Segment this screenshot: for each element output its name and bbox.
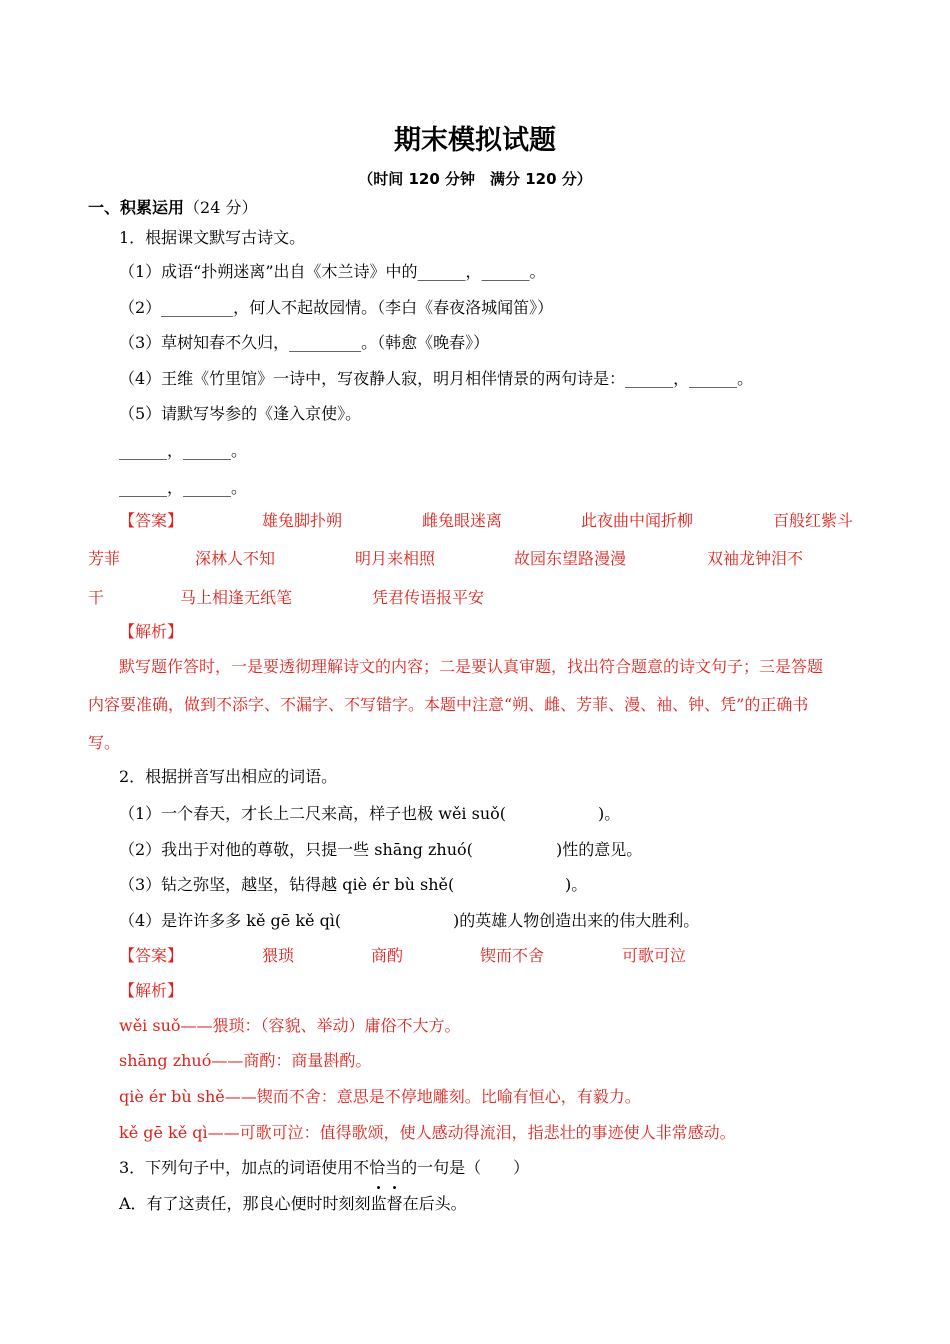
analysis-label: 【解析】 xyxy=(119,981,184,1000)
answer-blank-line-1: ______，______。 xyxy=(119,441,248,460)
analysis-line: kě gē kě qì——可歌可泣：值得歌颂，使人感动得流泪，指悲壮的事迹使人非常感动。 xyxy=(119,1123,736,1142)
question-2-item-4-close: )的英雄人物创造出来的伟大胜利。 xyxy=(453,911,700,930)
analysis-line: 默写题作答时，一是要透彻理解诗文的内容；二是要认真审题，找出符合题意的诗文句子；三是答题 xyxy=(119,657,824,676)
answer-item: 雄兔脚扑朔 xyxy=(262,511,343,530)
question-1-stem: 1．根据课文默写古诗文。 xyxy=(119,228,306,247)
question-3-stem: 3．下列句子中，加点的词语使用不恰当的一句是（ ） xyxy=(119,1158,530,1177)
answer-item: 猥琐 xyxy=(262,946,295,965)
question-2-item-3-text: （3）钻之弥坚，越坚，钻得越 qiè ér bù shě( xyxy=(119,875,455,894)
section-heading xyxy=(88,198,257,218)
answer-item: 故园东望路漫漫 xyxy=(514,549,627,568)
analysis-line: 内容要准确，做到不添字、不漏字、不写错字。本题中注意“朔、雌、芳菲、漫、袖、钟、凭”的正确书 xyxy=(88,695,809,714)
answer-item: 雌兔眼迷离 xyxy=(422,511,503,530)
answer-label: 【答案】 xyxy=(119,511,184,530)
answer-item: 芳菲 xyxy=(88,549,121,568)
answer-item: 百般红紫斗 xyxy=(773,511,854,530)
answer-item: 双袖龙钟泪不 xyxy=(707,549,804,568)
answer-item: 深林人不知 xyxy=(195,549,276,568)
answer-item: 锲而不舍 xyxy=(480,946,545,965)
question-2-item-2-text: （2）我出于对他的尊敬，只提一些 shāng zhuó( xyxy=(119,840,473,859)
question-2-item-1-text: （1）一个春天，才长上二尺来高，样子也极 wěi suǒ( xyxy=(119,804,507,823)
answer-item: 此夜曲中闻折柳 xyxy=(581,511,694,530)
question-2-item-3-close: )。 xyxy=(565,875,588,894)
question-3-option-a xyxy=(119,1194,467,1214)
dotted-char: 监 xyxy=(370,1194,387,1213)
option-a-text-end: 在后头。 xyxy=(402,1194,467,1213)
answer-label: 【答案】 xyxy=(119,946,184,965)
answer-blank-line-2: ______，______。 xyxy=(119,478,248,497)
question-2-item-4-text: （4）是许许多多 kě gē kě qì( xyxy=(119,911,342,930)
dotted-char: 督 xyxy=(386,1194,403,1213)
analysis-line: 写。 xyxy=(88,733,121,752)
question-1-item-3: （3）草树知春不久归，_________。（韩愈《晚春》） xyxy=(119,333,490,352)
section-heading-title: 一、积累运用 xyxy=(88,198,185,217)
answer-item: 凭君传语报平安 xyxy=(372,588,485,607)
question-1-item-2: （2）_________，何人不起故园情。（李白《春夜洛城闻笛》） xyxy=(119,298,554,317)
question-2-item-1-close: )。 xyxy=(598,804,621,823)
analysis-line: shāng zhuó——商酌：商量斟酌。 xyxy=(119,1051,372,1070)
question-1-item-1: （1）成语“扑朔迷离”出自《木兰诗》中的______，______。 xyxy=(119,262,546,281)
answer-item: 马上相逢无纸笔 xyxy=(180,588,293,607)
page-subtitle: （时间 120 分钟 满分 120 分） xyxy=(358,170,592,188)
section-heading-points: （24 分） xyxy=(184,198,258,217)
analysis-label: 【解析】 xyxy=(119,622,184,641)
answer-item: 干 xyxy=(88,588,105,607)
analysis-line: wěi suǒ——猥琐：（容貌、举动）庸俗不大方。 xyxy=(119,1016,461,1035)
answer-item: 明月来相照 xyxy=(355,549,436,568)
answer-item: 商酌 xyxy=(371,946,404,965)
question-1-item-4: （4）王维《竹里馆》一诗中，写夜静人寂，明月相伴情景的两句诗是：______，______。 xyxy=(119,369,754,388)
page-title: 期末模拟试题 xyxy=(394,125,556,156)
question-2-item-2-close: )性的意见。 xyxy=(556,840,643,859)
answer-item: 可歌可泣 xyxy=(622,946,687,965)
question-1-item-5: （5）请默写岑参的《逢入京使》。 xyxy=(119,404,362,423)
question-2-stem: 2．根据拼音写出相应的词语。 xyxy=(119,767,338,786)
analysis-line: qiè ér bù shě——锲而不舍：意思是不停地雕刻。比喻有恒心，有毅力。 xyxy=(119,1087,641,1106)
option-a-text: A．有了这责任，那良心便时时刻刻 xyxy=(119,1194,371,1213)
